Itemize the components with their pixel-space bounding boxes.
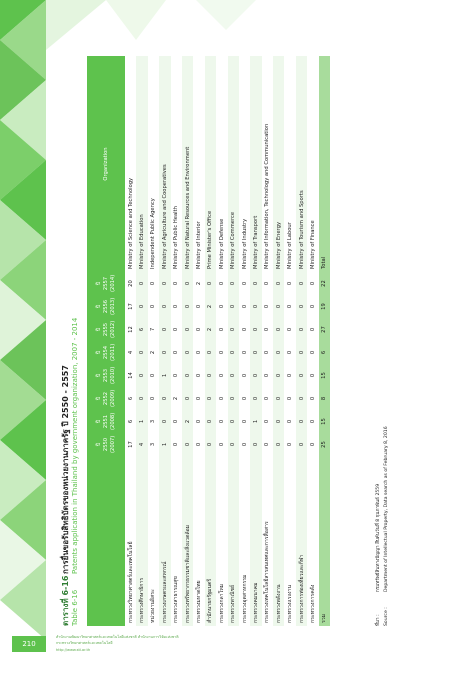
row-value-2009: 0 bbox=[309, 396, 316, 401]
row-name-th: กระทรวงศึกษาธิการ bbox=[139, 577, 146, 623]
row-value-2014: 0 bbox=[264, 281, 271, 286]
row-value-2009: 0 bbox=[252, 396, 259, 401]
row-value-2007: 3 bbox=[150, 442, 157, 447]
row-name-en: Ministry of Information, Technology and Communication bbox=[264, 123, 271, 269]
row-value-2008: 0 bbox=[241, 419, 248, 424]
row-value-2013: 0 bbox=[184, 304, 191, 309]
row-value-2007: 0 bbox=[252, 442, 259, 447]
row-value-2014: 0 bbox=[241, 281, 248, 286]
table-number-en: Table 6-16 bbox=[71, 589, 79, 626]
table-row bbox=[193, 56, 204, 626]
row-value-2008: 6 bbox=[127, 419, 134, 424]
row-value-2008: 0 bbox=[218, 419, 225, 424]
table-row bbox=[239, 56, 250, 626]
row-value-2008: 15 bbox=[319, 410, 330, 433]
row-value-2010: 0 bbox=[264, 373, 271, 378]
header-year-2008: ปี 2551 (2008) bbox=[87, 410, 125, 433]
table-row bbox=[216, 56, 227, 626]
row-value-2012: 6 bbox=[139, 327, 146, 332]
row-name-th: กระทรวงกลาโหม bbox=[218, 583, 225, 623]
row-value-2012: 0 bbox=[298, 327, 305, 332]
row-value-2011: 0 bbox=[241, 350, 248, 355]
row-value-2007: 0 bbox=[218, 442, 225, 447]
row-value-2014: 0 bbox=[184, 281, 191, 286]
row-value-2013: 19 bbox=[319, 295, 330, 318]
row-name-en: Ministry of Natural Resources and Environment bbox=[184, 146, 191, 269]
row-value-2012: 0 bbox=[218, 327, 225, 332]
header-org-en: Organization bbox=[87, 56, 125, 272]
row-value-2013: 0 bbox=[275, 304, 282, 309]
row-value-2011: 0 bbox=[230, 350, 237, 355]
row-value-2010: 1 bbox=[161, 373, 168, 378]
row-value-2012: 0 bbox=[252, 327, 259, 332]
row-value-2013: 0 bbox=[241, 304, 248, 309]
row-value-2009: 0 bbox=[287, 396, 294, 401]
row-value-2013: 0 bbox=[287, 304, 294, 309]
table-row bbox=[228, 56, 239, 626]
row-name-en: Ministry of Commerce bbox=[230, 211, 237, 269]
row-value-2011: 0 bbox=[207, 350, 214, 355]
row-value-2007: 0 bbox=[275, 442, 282, 447]
header-year-2014: ปี 2557 (2014) bbox=[87, 272, 125, 295]
row-value-2014: 0 bbox=[150, 281, 157, 286]
page-footer bbox=[56, 634, 356, 653]
row-value-2011: 0 bbox=[196, 350, 203, 355]
table-row bbox=[125, 56, 136, 626]
row-value-2010: 14 bbox=[127, 372, 134, 379]
row-value-2014: 0 bbox=[252, 281, 259, 286]
row-value-2009: 0 bbox=[196, 396, 203, 401]
row-value-2011: 0 bbox=[264, 350, 271, 355]
table-number-th: ตารางที่ 6-16 bbox=[61, 575, 70, 626]
row-value-2008: 1 bbox=[252, 419, 259, 424]
row-name-th: กระทรวงการคลัง bbox=[309, 584, 316, 623]
row-value-2011: 0 bbox=[161, 350, 168, 355]
row-name-th: กระทรวงเทคโนโลยีสารสนเทศและการสื่อสาร bbox=[264, 521, 271, 623]
row-value-2009: 0 bbox=[241, 396, 248, 401]
table-row bbox=[250, 56, 261, 626]
header-year-2007: ปี 2550 (2007) bbox=[87, 433, 125, 456]
row-value-2009: 0 bbox=[139, 396, 146, 401]
row-name-th: กระทรวงการท่องเที่ยวและกีฬา bbox=[298, 554, 305, 623]
row-value-2008: 0 bbox=[161, 419, 168, 424]
row-name-en: Ministry of Science and Technology bbox=[127, 177, 134, 269]
row-value-2010: 0 bbox=[298, 373, 305, 378]
row-value-2009: 0 bbox=[298, 396, 305, 401]
page-number: 210 bbox=[22, 640, 36, 648]
row-name-en: Total bbox=[319, 56, 330, 272]
row-value-2011: 0 bbox=[184, 350, 191, 355]
row-name-en: Ministry of Defense bbox=[218, 218, 225, 269]
row-value-2010: 0 bbox=[230, 373, 237, 378]
row-value-2008: 0 bbox=[264, 419, 271, 424]
row-value-2012: 0 bbox=[173, 327, 180, 332]
row-value-2014: 0 bbox=[287, 281, 294, 286]
row-value-2007: 0 bbox=[207, 442, 214, 447]
table-row bbox=[307, 56, 318, 626]
row-value-2013: 0 bbox=[298, 304, 305, 309]
row-value-2013: 0 bbox=[139, 304, 146, 309]
row-value-2011: 0 bbox=[252, 350, 259, 355]
row-value-2012: 0 bbox=[264, 327, 271, 332]
footer-url: http://www.sti.or.th bbox=[56, 647, 91, 652]
row-value-2011: 6 bbox=[319, 341, 330, 364]
row-value-2011: 4 bbox=[127, 350, 134, 355]
row-value-2013: 0 bbox=[173, 304, 180, 309]
row-value-2009: 6 bbox=[127, 396, 134, 401]
row-value-2014: 20 bbox=[127, 280, 134, 287]
table-row bbox=[182, 56, 193, 626]
header-org-th bbox=[87, 456, 125, 626]
row-value-2009: 0 bbox=[275, 396, 282, 401]
source-en: Source :Department of Intellectual Property, Data search as of February 8, 2016 bbox=[384, 426, 389, 626]
row-value-2012: 7 bbox=[150, 327, 157, 332]
row-value-2010: 0 bbox=[196, 373, 203, 378]
row-value-2014: 0 bbox=[139, 281, 146, 286]
row-name-en: Ministry of Interior bbox=[196, 221, 203, 269]
row-name-th: กระทรวงเกษตรและสหกรณ์ bbox=[161, 561, 168, 623]
row-value-2010: 0 bbox=[252, 373, 259, 378]
row-value-2009: 0 bbox=[161, 396, 168, 401]
row-value-2014: 0 bbox=[173, 281, 180, 286]
table-header-row bbox=[87, 56, 125, 626]
row-value-2012: 0 bbox=[161, 327, 168, 332]
row-value-2009: 0 bbox=[184, 396, 191, 401]
row-value-2007: 17 bbox=[127, 441, 134, 448]
row-value-2013: 0 bbox=[230, 304, 237, 309]
row-value-2010: 15 bbox=[319, 364, 330, 387]
row-value-2012: 0 bbox=[309, 327, 316, 332]
table-title-th: การยื่นขอรับสิทธิบัตรของหน่วยงานภาครัฐ ปี 2550 - 2557 bbox=[61, 365, 70, 574]
table-row bbox=[296, 56, 307, 626]
row-value-2008: 2 bbox=[184, 419, 191, 424]
row-value-2010: 0 bbox=[287, 373, 294, 378]
row-name-th: กระทรวงทรัพยากรธรรมชาติและสิ่งแวดล้อม bbox=[184, 524, 191, 623]
row-value-2009: 0 bbox=[264, 396, 271, 401]
row-name-th: กระทรวงอุตสาหกรรม bbox=[241, 574, 248, 623]
row-value-2011: 0 bbox=[287, 350, 294, 355]
row-name-th: กระทรวงพาณิชย์ bbox=[230, 584, 237, 623]
row-value-2014: 0 bbox=[207, 281, 214, 286]
row-value-2012: 0 bbox=[196, 327, 203, 332]
table-total-row bbox=[319, 56, 330, 626]
row-name-en: Ministry of Public Health bbox=[173, 206, 180, 269]
row-value-2007: 0 bbox=[287, 442, 294, 447]
row-value-2011: 0 bbox=[173, 350, 180, 355]
row-value-2014: 0 bbox=[298, 281, 305, 286]
row-value-2014: 0 bbox=[161, 281, 168, 286]
header-year-2011: ปี 2554 (2011) bbox=[87, 341, 125, 364]
row-value-2014: 0 bbox=[230, 281, 237, 286]
row-value-2012: 0 bbox=[230, 327, 237, 332]
row-name-th: สำนักนายกรัฐมนตรี bbox=[207, 578, 214, 623]
row-name-en: Independent Public Agency bbox=[150, 198, 157, 269]
row-value-2010: 0 bbox=[241, 373, 248, 378]
row-value-2011: 0 bbox=[298, 350, 305, 355]
row-value-2008: 0 bbox=[207, 419, 214, 424]
row-value-2014: 0 bbox=[275, 281, 282, 286]
row-name-en: Prime Minister's Office bbox=[207, 210, 214, 269]
table-notes bbox=[375, 56, 391, 626]
row-value-2007: 0 bbox=[230, 442, 237, 447]
row-name-th: กระทรวงแรงงาน bbox=[287, 584, 294, 623]
table-row bbox=[148, 56, 159, 626]
row-value-2007: 0 bbox=[264, 442, 271, 447]
row-value-2007: 0 bbox=[241, 442, 248, 447]
row-name-th: รวม bbox=[319, 456, 330, 626]
row-value-2013: 2 bbox=[207, 304, 214, 309]
row-value-2009: 2 bbox=[173, 396, 180, 401]
row-value-2010: 0 bbox=[309, 373, 316, 378]
row-value-2014: 2 bbox=[196, 281, 203, 286]
row-name-th: กระทรวงคมนาคม bbox=[252, 582, 259, 623]
row-value-2007: 25 bbox=[319, 433, 330, 456]
table-row bbox=[159, 56, 170, 626]
table-row bbox=[262, 56, 273, 626]
table-row bbox=[273, 56, 284, 626]
footer-line-2: กระทรวงวิทยาศาสตร์และเทคโนโลยี bbox=[56, 641, 113, 646]
patents-table bbox=[87, 56, 330, 626]
row-value-2007: 4 bbox=[139, 442, 146, 447]
row-value-2013: 0 bbox=[196, 304, 203, 309]
row-value-2007: 0 bbox=[309, 442, 316, 447]
row-value-2011: 2 bbox=[150, 350, 157, 355]
triangle-pattern-decoration bbox=[0, 0, 46, 680]
row-name-en: Ministry of Finance bbox=[309, 220, 316, 269]
header-year-2010: ปี 2553 (2010) bbox=[87, 364, 125, 387]
header-year-2013: ปี 2556 (2013) bbox=[87, 295, 125, 318]
row-value-2013: 0 bbox=[264, 304, 271, 309]
row-value-2014: 22 bbox=[319, 272, 330, 295]
row-value-2010: 0 bbox=[150, 373, 157, 378]
table-row bbox=[205, 56, 216, 626]
decorative-sidebar bbox=[0, 0, 46, 680]
row-value-2008: 0 bbox=[230, 419, 237, 424]
row-value-2007: 0 bbox=[184, 442, 191, 447]
row-name-th: กระทรวงมหาดไทย bbox=[196, 580, 203, 623]
row-value-2009: 8 bbox=[319, 387, 330, 410]
row-value-2007: 0 bbox=[173, 442, 180, 447]
row-value-2007: 0 bbox=[196, 442, 203, 447]
row-value-2008: 0 bbox=[275, 419, 282, 424]
footer-line-1: สำนักงานพัฒนาวิทยาศาสตร์และเทคโนโลยีแห่งชาติ สำนักงานการวิจัยแห่งชาติ bbox=[56, 635, 179, 639]
row-value-2009: 0 bbox=[218, 396, 225, 401]
row-value-2010: 0 bbox=[139, 373, 146, 378]
row-value-2008: 0 bbox=[173, 419, 180, 424]
row-value-2007: 0 bbox=[298, 442, 305, 447]
row-value-2011: 0 bbox=[139, 350, 146, 355]
row-name-en: Ministry of Education bbox=[139, 214, 146, 269]
row-value-2013: 0 bbox=[252, 304, 259, 309]
row-name-en: Ministry of Tourism and Sports bbox=[298, 190, 305, 269]
row-value-2014: 0 bbox=[309, 281, 316, 286]
row-value-2013: 0 bbox=[150, 304, 157, 309]
rotated-table-section bbox=[57, 56, 397, 626]
row-value-2008: 0 bbox=[287, 419, 294, 424]
row-value-2012: 0 bbox=[241, 327, 248, 332]
row-value-2010: 0 bbox=[184, 373, 191, 378]
source-th: ที่มา :กรมทรัพย์สินทางปัญญา สืบค้นวันที่ 8 กุมภาพันธ์ 2559 bbox=[376, 483, 381, 626]
row-name-th: กระทรวงสาธารณสุข bbox=[173, 576, 180, 623]
row-value-2009: 0 bbox=[230, 396, 237, 401]
row-value-2010: 0 bbox=[218, 373, 225, 378]
header-year-2009: ปี 2552 (2009) bbox=[87, 387, 125, 410]
row-value-2013: 0 bbox=[218, 304, 225, 309]
row-name-en: Ministry of Agriculture and Cooperatives bbox=[161, 164, 168, 269]
table-row bbox=[136, 56, 147, 626]
table-row bbox=[171, 56, 182, 626]
row-value-2013: 17 bbox=[127, 303, 134, 310]
row-name-en: Ministry of Energy bbox=[275, 221, 282, 269]
row-value-2008: 1 bbox=[139, 419, 146, 424]
row-value-2012: 2 bbox=[207, 327, 214, 332]
row-value-2012: 27 bbox=[319, 318, 330, 341]
row-value-2010: 0 bbox=[275, 373, 282, 378]
row-value-2011: 0 bbox=[275, 350, 282, 355]
row-value-2008: 0 bbox=[309, 419, 316, 424]
row-value-2009: 0 bbox=[150, 396, 157, 401]
row-name-en: Ministry of Transport bbox=[252, 215, 259, 269]
row-value-2012: 0 bbox=[287, 327, 294, 332]
row-name-th: กระทรวงวิทยาศาสตร์และเทคโนโลยี bbox=[127, 541, 134, 623]
row-value-2008: 0 bbox=[196, 419, 203, 424]
row-value-2013: 0 bbox=[309, 304, 316, 309]
row-value-2013: 0 bbox=[161, 304, 168, 309]
row-value-2011: 0 bbox=[218, 350, 225, 355]
row-value-2012: 0 bbox=[184, 327, 191, 332]
row-name-en: Ministry of Industry bbox=[241, 218, 248, 269]
row-value-2012: 12 bbox=[127, 326, 134, 333]
table-row bbox=[284, 56, 295, 626]
row-value-2008: 3 bbox=[150, 419, 157, 424]
row-value-2011: 0 bbox=[309, 350, 316, 355]
row-value-2014: 0 bbox=[218, 281, 225, 286]
row-name-th: กระทรวงพลังงาน bbox=[275, 584, 282, 623]
row-name-th: หน่วยงานอิสระ bbox=[150, 589, 157, 623]
row-value-2010: 0 bbox=[207, 373, 214, 378]
row-value-2007: 1 bbox=[161, 442, 168, 447]
header-year-2012: ปี 2555 (2012) bbox=[87, 318, 125, 341]
row-value-2009: 0 bbox=[207, 396, 214, 401]
row-value-2010: 0 bbox=[173, 373, 180, 378]
row-name-en: Ministry of Labour bbox=[287, 222, 294, 269]
row-value-2012: 0 bbox=[275, 327, 282, 332]
row-value-2008: 0 bbox=[298, 419, 305, 424]
table-title-en: Patents application in Thailand by government organization, 2007 - 2014 bbox=[71, 317, 79, 574]
